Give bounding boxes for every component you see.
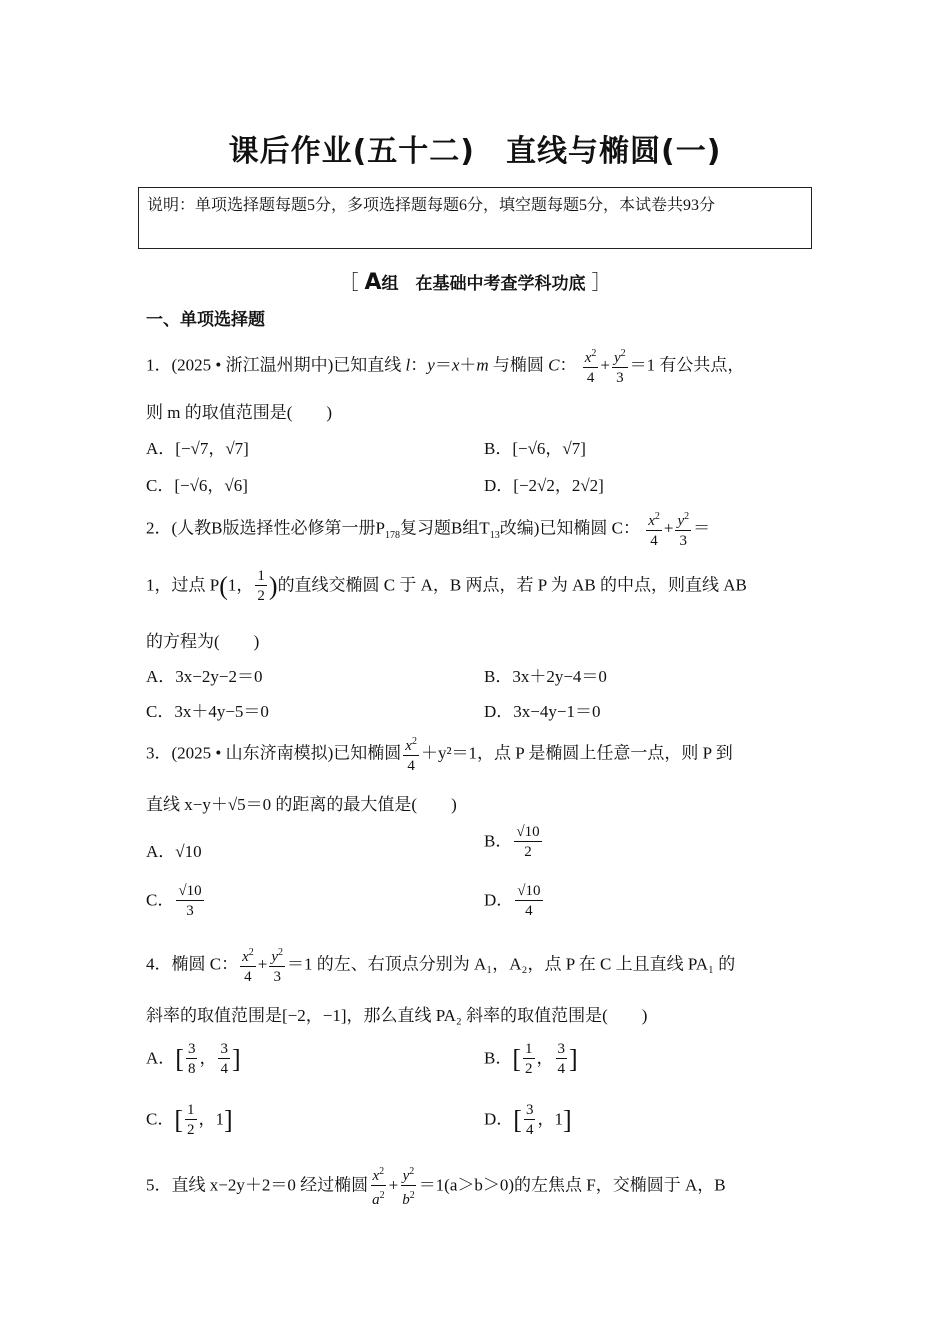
fraction: $\frac{√10}{2}$ — [516, 824, 540, 860]
fraction: $\frac{√10}{4}$ — [517, 883, 541, 919]
question-2-line3: 的方程为( ) — [146, 632, 260, 651]
q4-option-a[interactable]: A．[ $\frac{3}{8}$ ， $\frac{3}{4}$ ] — [146, 1041, 241, 1077]
q3-option-a[interactable]: A．√10 — [146, 842, 202, 861]
q4-option-b[interactable]: B．[ $\frac{1}{2}$ ， $\frac{3}{4}$ ] — [484, 1041, 578, 1077]
q1-tail: 有公共点， — [659, 355, 745, 375]
question-4-line2: 斜率的取值范围是[−2，−1]，那么直线 PA₂ 斜率的取值范围是( ) — [146, 1006, 648, 1025]
fraction: $\frac{y^2}{3}$ — [612, 345, 628, 388]
fraction: $\frac{y^2}{3}$ — [675, 508, 691, 551]
q3-option-b[interactable]: B． $\frac{√10}{2}$ — [484, 824, 540, 860]
fraction: $\frac{x^2}{a^2}$ — [370, 1163, 387, 1210]
question-1-line2: 则 m 的取值范围是( ) — [146, 403, 333, 422]
fraction: $\frac{x^2}{4}$ — [403, 733, 419, 776]
question-2-stem: 2．(人教B版选择性必修第一册$P_{178}$复习题B组$T_{13}$改编)已知椭圆 C： $\frac{x^2}{4}$ + $\frac{y^2}{3}$ ＝ — [146, 508, 710, 551]
left-bracket-icon: ［ — [338, 270, 359, 294]
question-1-stem: 1．(2025 • 浙江温州期中)已知直线 l：y＝x＋m 与椭圆 C： $\frac{x^2}{4}$ + $\frac{y^2}{3}$ ＝1 有公共点， — [146, 345, 744, 388]
question-5-stem: 5．直线 x−2y＋2＝0 经过椭圆 $\frac{x^2}{a^2}$ + $\frac{y^2}{b^2}$ ＝1(a＞b＞0)的左焦点 F，交椭圆于 A，B — [146, 1163, 726, 1210]
fraction: $\frac{x^2}{4}$ — [240, 944, 256, 987]
group-badge: A — [364, 270, 382, 295]
instructions-box: 说明：单项选择题每题5分，多项选择题每题6分，填空题每题5分，本试卷共93分 — [138, 187, 812, 249]
q3-option-c[interactable]: C． $\frac{√10}{3}$ — [146, 883, 202, 919]
q2-option-b[interactable]: B．3x＋2y−4＝0 — [484, 667, 607, 686]
fraction: $\frac{3}{4}$ — [525, 1102, 534, 1138]
q4-option-d[interactable]: D．[ $\frac{3}{4}$ ，1] — [484, 1102, 572, 1138]
fraction: $\frac{1}{2}$ — [525, 1041, 533, 1077]
q1-option-c[interactable]: C．[−√6，√6] — [146, 476, 248, 495]
q3-option-d[interactable]: D． $\frac{√10}{4}$ — [484, 883, 541, 919]
fraction: $\frac{3}{4}$ — [220, 1041, 228, 1077]
group-header — [0, 266, 950, 295]
fraction: $\frac{3}{8}$ — [187, 1041, 196, 1077]
q1-prefix: 1．(2025 • 浙江温州期中)已知直线 — [146, 355, 402, 375]
q2-option-c[interactable]: C．3x＋4y−5＝0 — [146, 702, 269, 721]
right-bracket-icon: ］ — [591, 270, 612, 294]
q1-line-eq: l：y＝x＋m 与椭圆 C： — [405, 355, 577, 375]
question-2-line2: 1，过点 P(1， $\frac{1}{2}$ )的直线交椭圆 C 于 A，B 两点，若 P 为 AB 的中点，则直线 AB — [146, 568, 747, 604]
fraction: $\frac{3}{4}$ — [557, 1041, 566, 1077]
question-4-stem: 4．椭圆 C： $\frac{x^2}{4}$ + $\frac{y^2}{3}$ ＝1 的左、右顶点分别为 A₁，A₂，点 P 在 C 上且直线 PA₁ 的 — [146, 944, 735, 987]
fraction: $\frac{x^2}{4}$ — [583, 345, 599, 388]
fraction: $\frac{y^2}{3}$ — [269, 944, 285, 987]
q2-option-d[interactable]: D．3x−4y−1＝0 — [484, 702, 601, 721]
fraction: $\frac{1}{2}$ — [187, 1102, 195, 1138]
question-3-line2: 直线 x−y＋√5＝0 的距离的最大值是( ) — [146, 795, 457, 814]
fraction: $\frac{√10}{3}$ — [178, 883, 202, 919]
q1-option-a[interactable]: A．[−√7，√7] — [146, 439, 249, 458]
fraction: $\frac{x^2}{4}$ — [646, 508, 662, 551]
q2-option-a[interactable]: A．3x−2y−2＝0 — [146, 667, 263, 686]
fraction: $\frac{y^2}{b^2}$ — [400, 1163, 417, 1210]
q4-option-c[interactable]: C．[ $\frac{1}{2}$ ，1] — [146, 1102, 233, 1138]
q1-option-d[interactable]: D．[−2√2，2√2] — [484, 476, 604, 495]
question-3-stem: 3．(2025 • 山东济南模拟)已知椭圆 $\frac{x^2}{4}$ ＋y²＝1，点 P 是椭圆上任意一点，则 P 到 — [146, 733, 733, 776]
section-title: 一、单项选择题 — [146, 310, 265, 330]
fraction: $\frac{1}{2}$ — [257, 568, 265, 604]
page-title: 课后作业(五十二) 直线与椭圆(一) — [228, 134, 722, 169]
group-label: 组 在基础中考查学科功底 — [381, 274, 586, 294]
q1-option-b[interactable]: B．[−√6，√7] — [484, 439, 586, 458]
